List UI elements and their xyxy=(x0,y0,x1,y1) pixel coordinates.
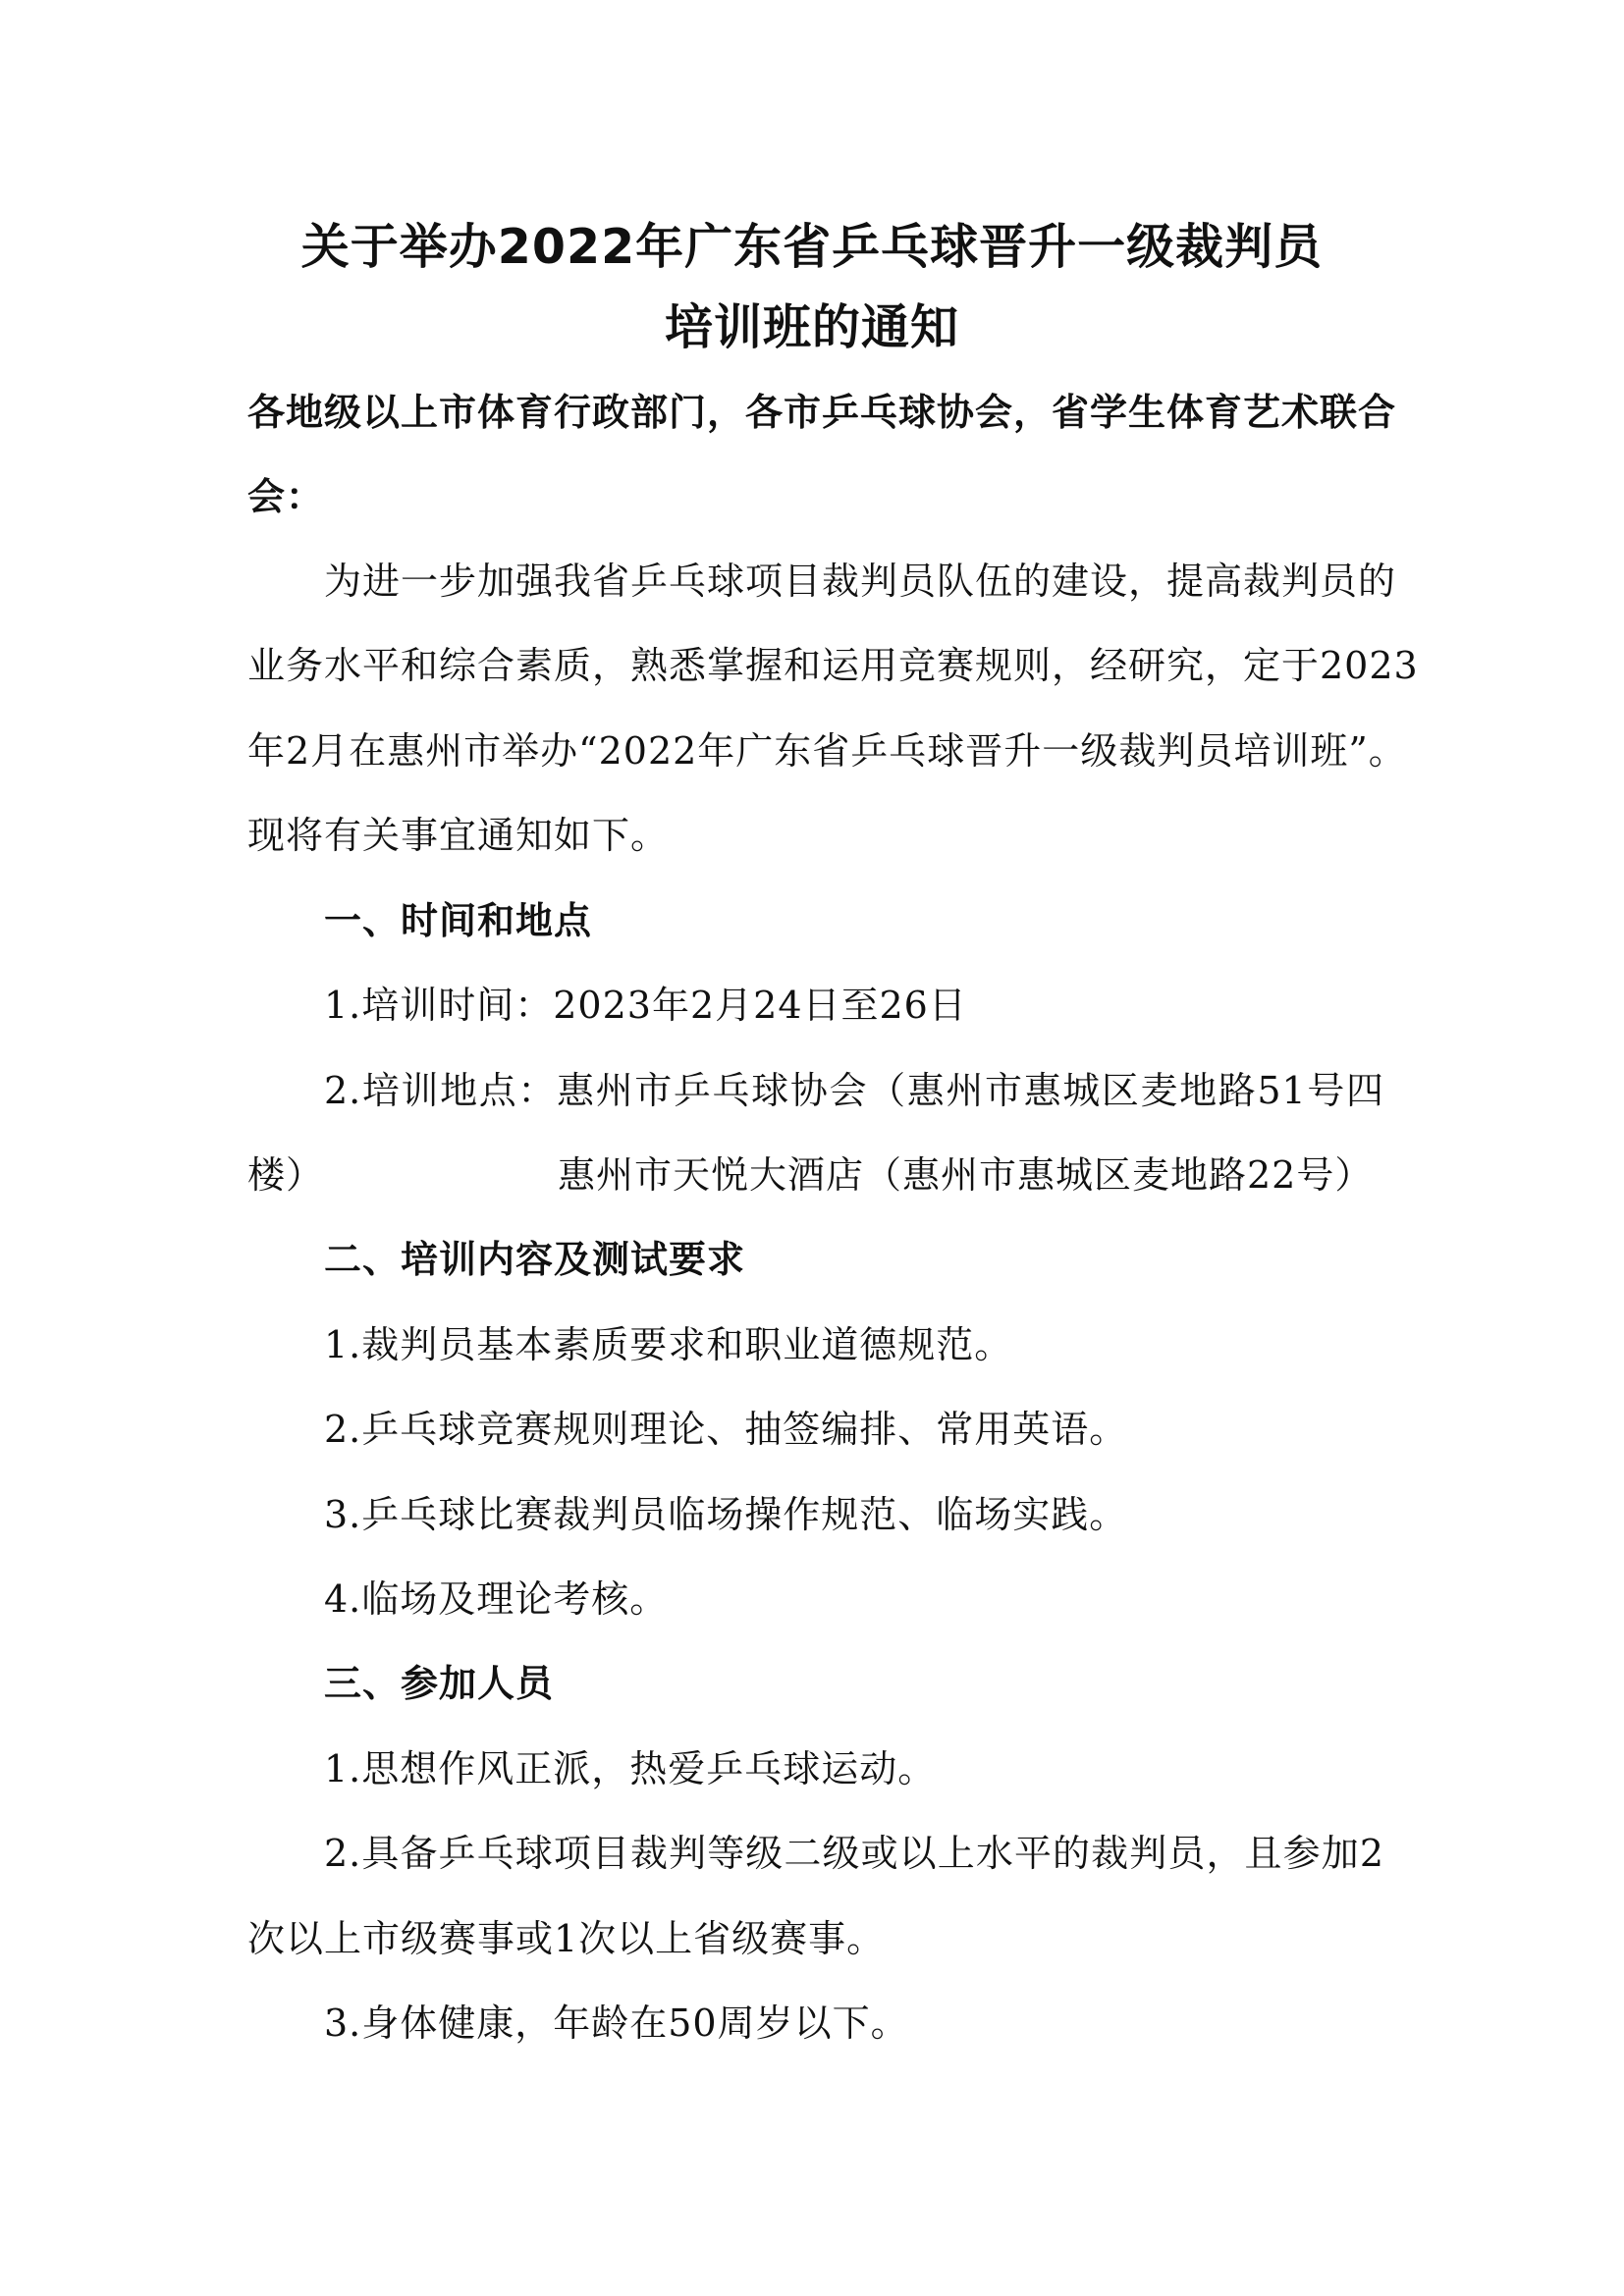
section-3-item-2-line-2: 次以上市级赛事或1次以上省级赛事。 xyxy=(247,1917,886,1960)
section-3-item-2-line-1: 2.具备乒乓球项目裁判等级二级或以上水平的裁判员，且参加2 xyxy=(324,1832,1384,1875)
section-2-item-4: 4.临场及理论考核。 xyxy=(324,1577,669,1621)
section-2-heading: 二、培训内容及测试要求 xyxy=(324,1238,746,1281)
recipients-line-1: 各地级以上市体育行政部门，各市乒乓球协会，省学生体育艺术联合 xyxy=(247,391,1397,434)
document-title-line-2: 培训班的通知 xyxy=(664,299,959,355)
intro-line-3: 年2月在惠州市举办“2022年广东省乒乓球晋升一级裁判员培训班”。 xyxy=(247,729,1407,773)
section-1-item-1: 1.培训时间：2023年2月24日至26日 xyxy=(324,984,967,1027)
section-1-item-2-line-2-prefix: 楼） xyxy=(247,1153,325,1197)
section-2-item-3: 3.乒乓球比赛裁判员临场操作规范、临场实践。 xyxy=(324,1493,1128,1536)
section-3-item-3: 3.身体健康，年龄在50周岁以下。 xyxy=(324,2002,909,2045)
section-1-item-2-line-2-rest: 惠州市天悦大酒店（惠州市惠城区麦地路22号） xyxy=(558,1153,1374,1197)
section-2-item-1: 1.裁判员基本素质要求和职业道德规范。 xyxy=(324,1323,1013,1366)
intro-line-2: 业务水平和综合素质，熟悉掌握和运用竞赛规则，经研究，定于2023 xyxy=(247,644,1419,687)
recipients-line-2: 会： xyxy=(247,475,325,518)
intro-line-4: 现将有关事宜通知如下。 xyxy=(247,814,670,857)
section-3-item-1: 1.思想作风正派，热爱乒乓球运动。 xyxy=(324,1747,937,1790)
section-1-heading: 一、时间和地点 xyxy=(324,899,593,942)
section-3-heading: 三、参加人员 xyxy=(324,1662,555,1705)
section-1-item-2-line-1: 2.培训地点：惠州市乒乓球协会（惠州市惠城区麦地路51号四 xyxy=(324,1069,1384,1112)
document-title-line-1: 关于举办2022年广东省乒乓球晋升一级裁判员 xyxy=(300,219,1324,275)
intro-line-1: 为进一步加强我省乒乓球项目裁判员队伍的建设，提高裁判员的 xyxy=(324,560,1397,603)
section-2-item-2: 2.乒乓球竞赛规则理论、抽签编排、常用英语。 xyxy=(324,1408,1128,1451)
